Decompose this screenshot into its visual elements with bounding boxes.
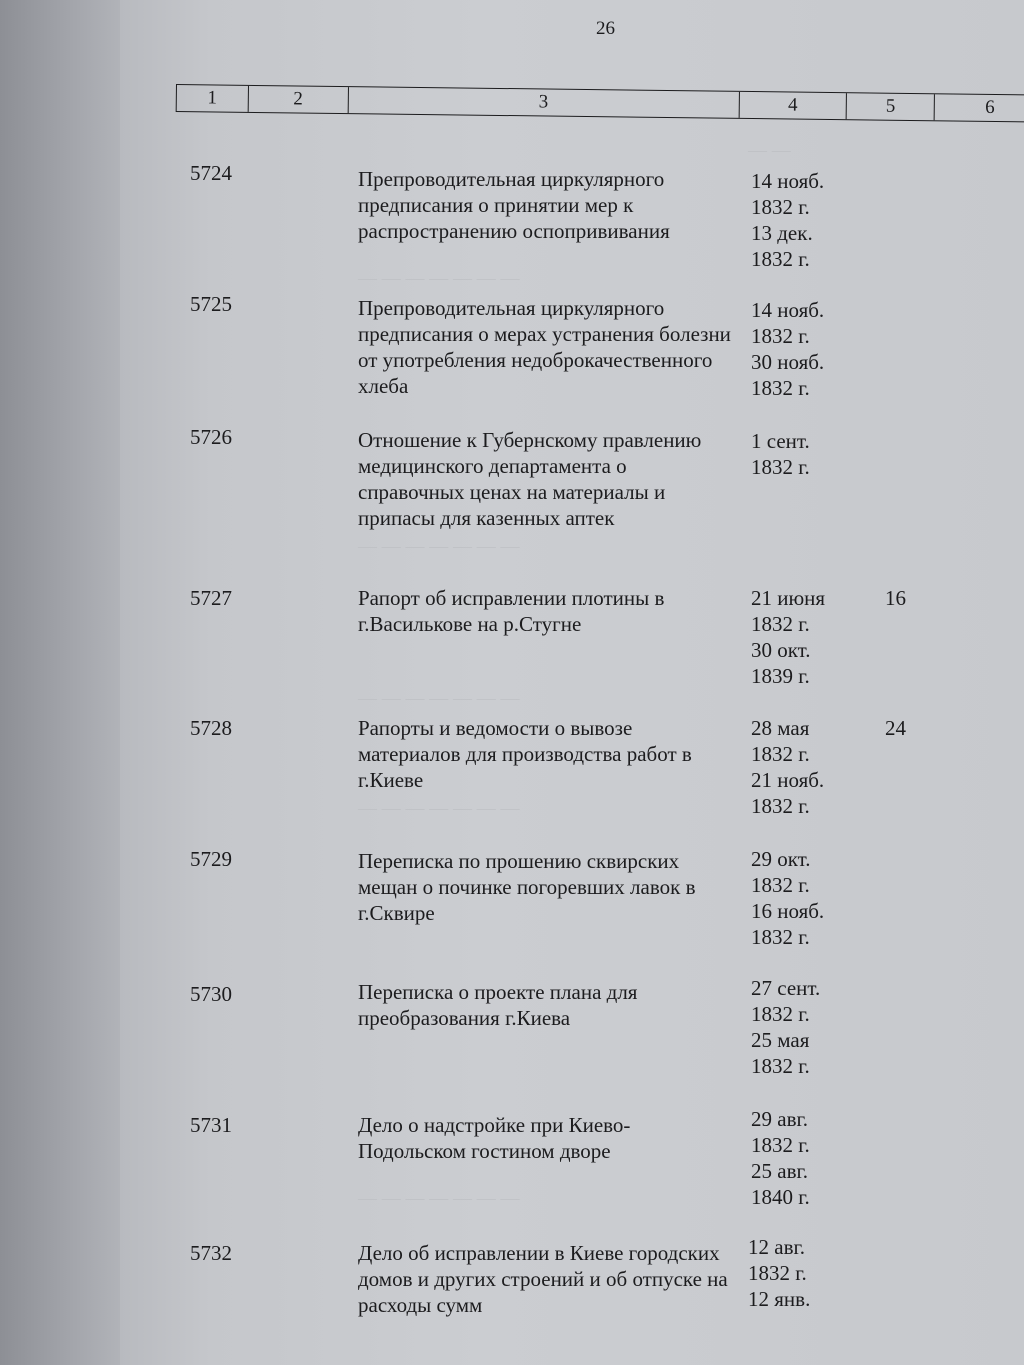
date-line: 12 авг. <box>748 1235 805 1259</box>
date-line: 25 авг. <box>751 1159 808 1183</box>
record-title: Дело о надстройке при Киево-Подольском гостином дворе <box>358 1113 631 1163</box>
date-line: 30 окт. <box>751 638 811 662</box>
record-dates <box>751 975 861 1079</box>
date-line: 1839 г. <box>751 664 810 688</box>
date-line: 1832 г. <box>751 742 810 766</box>
record-title: Дело об исправлении в Киеве городских домов и других строений и об отпуске на расходы сумм <box>358 1241 728 1317</box>
date-line: 21 нояб. <box>751 768 825 792</box>
record-title: Переписка о проекте плана для преобразования г.Киева <box>358 980 638 1030</box>
date-line: 28 мая <box>751 716 810 740</box>
column-header-5: 5 <box>847 93 935 120</box>
date-line: 29 авг. <box>751 1107 808 1131</box>
record-dates <box>751 585 861 689</box>
record-title: Отношение к Губернскому правлению медицинского департамента о справочных ценах на материалы и припасы для казенных аптек <box>358 428 702 530</box>
date-line: 21 июня <box>751 586 826 610</box>
date-line: 1832 г. <box>751 794 810 818</box>
record-number: 5724 <box>190 161 232 185</box>
column-header-3: 3 <box>348 87 739 118</box>
date-line: 1832 г. <box>751 1054 810 1078</box>
date-line: 29 окт. <box>751 847 811 871</box>
record-number: 5728 <box>190 716 232 740</box>
date-line: 30 нояб. <box>751 350 825 374</box>
date-line: 1832 г. <box>751 1133 810 1157</box>
date-line: 27 сент. <box>751 976 821 1000</box>
record-title: Переписка по прошению сквирских мещан о починке погоревших лавок в г.Сквире <box>358 849 696 925</box>
record-number: 5729 <box>190 847 232 871</box>
record-dates <box>751 1106 861 1210</box>
record-dates <box>748 1234 858 1312</box>
column-header-1: 1 <box>177 85 249 112</box>
record-number: 5732 <box>190 1241 232 1265</box>
date-line: 1832 г. <box>751 455 810 479</box>
record-dates <box>751 846 861 950</box>
date-line: 1832 г. <box>751 1002 810 1026</box>
bleed-through-mark: — — — — — — — <box>358 798 520 819</box>
date-line: 1832 г. <box>751 925 810 949</box>
date-line: 14 нояб. <box>751 169 825 193</box>
date-line: 1 сент. <box>751 429 810 453</box>
record-dates <box>751 428 861 480</box>
column-header-2: 2 <box>248 86 348 113</box>
record-number: 5727 <box>190 586 232 610</box>
date-line: 25 мая <box>751 1028 810 1052</box>
date-line: 13 дек. <box>751 221 813 245</box>
record-dates <box>751 715 861 819</box>
column-header-6: 6 <box>985 96 995 119</box>
date-line: 1832 г. <box>751 324 810 348</box>
date-line: 12 янв. <box>748 1287 811 1311</box>
date-line: 1832 г. <box>751 873 810 897</box>
record-number: 5731 <box>190 1113 232 1137</box>
date-line: 16 нояб. <box>751 899 825 923</box>
date-line: 1832 г. <box>751 376 810 400</box>
bleed-through-mark: — — — — — — — <box>358 688 520 709</box>
date-line: 14 нояб. <box>751 298 825 322</box>
bleed-through-mark: — — — — — — — <box>358 268 520 289</box>
date-line: 1832 г. <box>751 612 810 636</box>
record-title: Рапорт об исправлении плотины в г.Василькове на р.Стугне <box>358 586 665 636</box>
date-line: 1840 г. <box>751 1185 810 1209</box>
record-number: 5730 <box>190 982 232 1006</box>
date-line: 1832 г. <box>748 1261 807 1285</box>
record-number: 5726 <box>190 425 232 449</box>
bleed-through-mark: — — — — — — — <box>358 536 520 557</box>
record-dates <box>751 297 861 401</box>
sheet-count: 16 <box>885 586 906 610</box>
date-line: 1832 г. <box>751 195 810 219</box>
sheet-count: 24 <box>885 716 906 740</box>
facing-page-edge <box>0 0 130 1365</box>
record-title: Рапорты и ведомости о вывозе материалов для производства работ в г.Киеве <box>358 716 692 792</box>
bleed-through-mark: — — <box>748 140 791 161</box>
record-title: Препроводительная циркулярного предписания о принятии мер к распространению оспопрививания <box>358 167 670 243</box>
date-line: 1832 г. <box>751 247 810 271</box>
column-header-4: 4 <box>739 92 847 119</box>
record-dates <box>751 168 861 272</box>
record-title: Препроводительная циркулярного предписания о мерах устранения болезни от употребления недоброкачественного хлеба <box>358 296 731 398</box>
record-number: 5725 <box>190 292 232 316</box>
page-number: 26 <box>596 18 615 39</box>
bleed-through-mark: — — — — — — — <box>358 1188 520 1209</box>
